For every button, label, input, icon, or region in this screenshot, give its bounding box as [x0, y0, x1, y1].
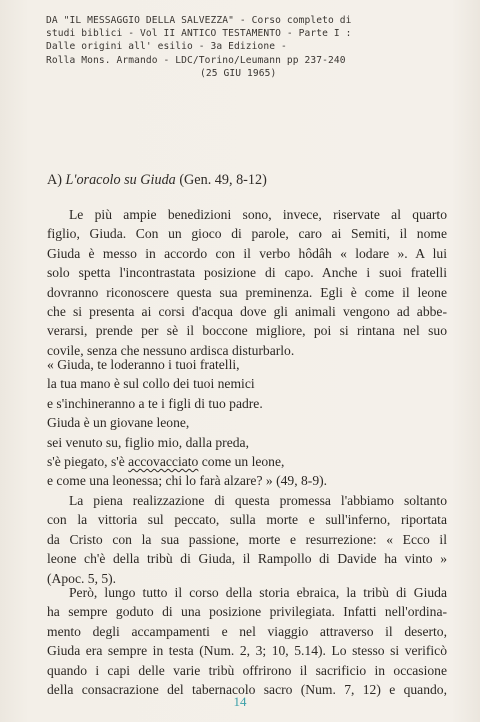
citation-date: (25 GIU 1965) [200, 67, 277, 79]
page-number: 14 [233, 694, 247, 709]
paragraph-line: da Cristo con la sua passione, morte e resurrezione: « Ecco il [47, 531, 447, 547]
paragraph-line: leone ch'è della tribù di Giuda, il Rampollo di Davide ha vinto » [47, 551, 447, 567]
citation-line-3: Dalle origini all' esilio - 3a Edizione - [46, 41, 287, 53]
paragraph-line: verarsi, prende per sè il boccone migliore, poi si rintana nel suo [47, 323, 447, 339]
paragraph-line: Però, lungo tutto il corso della storia ebraica, la tribù di Giuda [69, 585, 447, 600]
paragraph-line: della consacrazione del tabernacolo sacro (Num. 7, 12) e quando, [47, 682, 447, 698]
citation-line-1: DA "IL MESSAGGIO DELLA SALVEZZA" - Corso completo di [46, 15, 352, 26]
paragraph-line: con la vittoria sul peccato, sulla morte e sull'inferno, riportata [47, 512, 447, 528]
citation-line-4: Rolla Mons. Armando - LDC/Torino/Leumann pp 237-240 [46, 54, 346, 66]
paragraph-line: (Apoc. 5, 5). [47, 570, 117, 586]
section-heading-title: L'oracolo su Giuda [65, 172, 176, 188]
paragraph-line: mento degli accampamenti e nel viaggio attraverso il deserto, [47, 623, 447, 639]
section-heading-reference: (Gen. 49, 8-12) [175, 172, 267, 188]
section-heading-prefix: A) [47, 172, 66, 188]
paragraph-line: solo spetta l'incontrastata posizione di capo. Anche i suoi fratelli [47, 265, 447, 281]
quote-fragment: come un leone, [198, 454, 285, 470]
paragraph-line: che si presenta ai corsi d'acqua dove gli animali vengono ad abbe- [47, 304, 447, 320]
paragraph-2 [47, 491, 447, 588]
quote-line: sei venuto su, figlio mio, dalla preda, [47, 434, 249, 450]
paragraph-line: Giuda era sempre in testa (Num. 2, 3; 10, 5.14). Lo stesso si verificò [47, 643, 447, 659]
paragraph-line: figlio, Giuda. Con un gioco di parole, caro ai Semiti, il nome [47, 226, 447, 242]
paragraph-line: ha sempre goduto di una posizione privilegiata. Infatti nell'ordina- [47, 604, 447, 620]
paragraph-line: La piena realizzazione di questa promessa l'abbiamo soltanto [69, 493, 447, 508]
quote-fragment: s'è piegato, s'è [47, 454, 129, 470]
paragraph-1 [47, 205, 447, 360]
paragraph-line: Giuda è messo in accordo con il verbo hôdâh « lodare ». A lui [47, 245, 447, 261]
paragraph-line: Le più ampie benedizioni sono, invece, riservate al quarto [69, 207, 447, 222]
paragraph-line: covile, senza che nessuno ardisca disturbarlo. [47, 342, 295, 358]
paragraph-line: quando i capi delle varie tribù offrirono il sacrificio in occasione [47, 662, 447, 678]
handwritten-underline-word: accovacciato [128, 454, 199, 470]
quote-line: la tua mano è sul collo dei tuoi nemici [47, 376, 255, 392]
citation-header [46, 14, 456, 80]
quote-line: e come una leonessa; chi lo farà alzare? » (49, 8-9). [47, 473, 328, 489]
quote-line: « Giuda, te loderanno i tuoi fratelli, [47, 357, 240, 372]
paragraph-line: dovranno riconoscere questa sua preminenza. Egli è come il leone [47, 284, 447, 300]
poem-quote [47, 355, 447, 491]
quote-line: e s'inchineranno a te i figli di tuo padre. [47, 395, 263, 411]
section-heading [47, 171, 447, 189]
quote-line: Giuda è un giovane leone, [47, 415, 190, 431]
paragraph-3 [47, 583, 447, 699]
quote-line-underlined [47, 452, 447, 471]
citation-line-2: studi biblici - Vol II ANTICO TESTAMENTO - Parte I : [46, 28, 352, 40]
